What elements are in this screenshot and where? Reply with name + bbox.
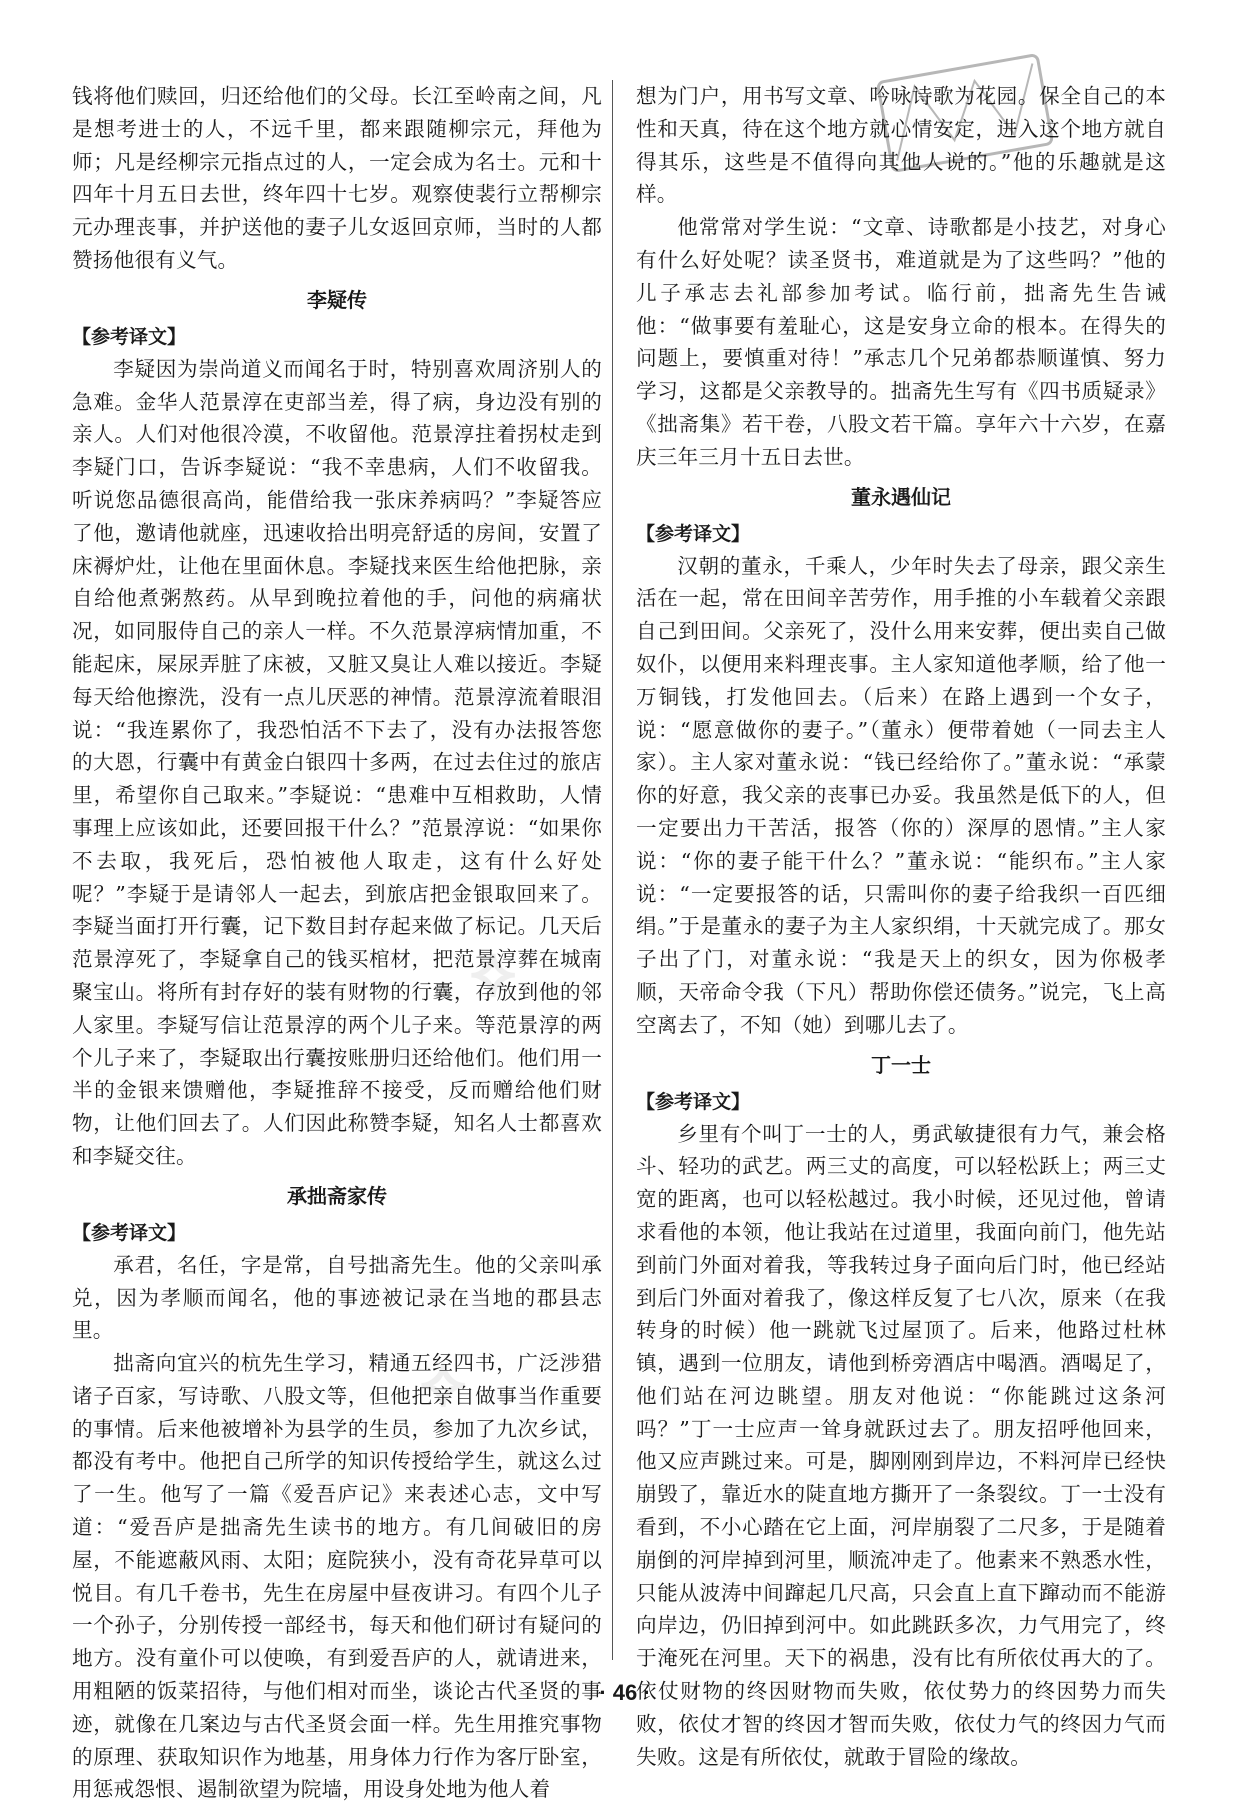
right-column bbox=[636, 80, 1166, 1773]
paragraph-ding-yishi: 乡里有个叫丁一士的人，勇武敏捷很有力气，兼会格斗、轻功的武艺。两三丈的高度，可以轻松跃上；两三丈宽的距离，也可以轻松越过。我小时候，还见过他，曾请求看他的本领，他让我站在过道里，我面向前门，他先站到前门外面对着我，等我转过身子面向后门时，他已经站到后门外面对着我了，像这样反复了七八次，原来（在我转身的时候）他一跳就飞过屋顶了。后来，他路过杜林镇，遇到一位朋友，请他到桥旁酒店中喝酒。酒喝足了，他们站在河边眺望。朋友对他说：“你能跳过这条河吗？”丁一士应声一耸身就跃过去了。朋友招呼他回来，他又应声跳过来。可是，脚刚刚到岸边，不料河岸已经快崩毁了，靠近水的陡直地方撕开了一条裂纹。丁一士没有看到，不小心踏在它上面，河岸崩裂了二尺多，于是随着崩倒的河岸掉到河里，顺流冲走了。他素来不熟悉水性，只能从波涛中间蹿起几尺高，只会直上直下蹿动而不能游向岸边，仍旧掉到河中。如此跳跃多次，力气用完了，终于淹死在河里。天下的祸患，没有比有所依仗再大的了。依仗财物的终因财物而失败，依仗势力的终因势力而失败，依仗才智的终因才智而失败，依仗力气的终因力气而失败。这是有所依仗，就敢于冒险的缘故。 bbox=[636, 1121, 1166, 1769]
watermark: ⟡ bbox=[470, 930, 517, 1012]
section-title-cheng-zhuo-zhai: 承拙斋家传 bbox=[287, 1183, 387, 1208]
reference-translation-label: 【参考译文】 bbox=[636, 1090, 751, 1113]
paragraph-cheng-zhuo-zhai-2: 拙斋向宜兴的杭先生学习，精通五经四书，广泛涉猎诸子百家，写诗歌、八股文等，但他把亲自做事当作重要的事情。后来他被增补为县学的生员，参加了九次乡试，都没有考中。他把自己所学的知识传授给学生，就这么过了一生。他写了一篇《爱吾庐记》来表述心志，文中写道：“爱吾庐是拙斋先生读书的地方。有几间破旧的房屋，不能遮蔽风雨、太阳；庭院狭小，没有奇花异草可以悦目。有几千卷书，先生在房屋中昼夜讲习。有四个儿子一个孙子，分别传授一部经书，每天和他们研讨有疑问的地方。没有童仆可以使唤，有到爱吾庐的人，就请进来，用粗陋的饭菜招待，与他们相对而坐，谈论古代圣贤的事迹，就像在几案边与古代圣贤会面一样。先生用推究事物的原理、获取知识作为地基，用身体力行作为客厅卧室，用惩戒怨恨、遏制欲望为院墙，用设身处地为他人着 bbox=[72, 1351, 602, 1802]
section-title-dong-yong: 董永遇仙记 bbox=[851, 484, 951, 509]
left-column bbox=[72, 80, 602, 1806]
page-number: · 46 · bbox=[599, 1680, 651, 1705]
paragraph-liu-zongyuan-end: 钱将他们赎回，归还给他们的父母。长江至岭南之间，凡是想考进士的人，不远千里，都来跟随柳宗元，拜他为师；凡是经柳宗元指点过的人，一定会成为名士。元和十四年十月五日去世，终年四十七岁。观察使裴行立帮柳宗元办理丧事，并护送他的妻子儿女返回京师，当时的人都赞扬他很有义气。 bbox=[72, 84, 602, 272]
reference-translation-label: 【参考译文】 bbox=[72, 1221, 187, 1244]
watermark: ⟡ bbox=[420, 1340, 467, 1422]
reference-translation-label: 【参考译文】 bbox=[72, 325, 187, 348]
paragraph-cheng-zhuo-zhai-3: 想为门户，用书写文章、吟咏诗歌为花园。保全自己的本性和天真，待在这个地方就心情安定，进入这个地方就自得其乐，这些是不值得向其他人说的。”他的乐趣就是这样。 bbox=[636, 84, 1166, 207]
paragraph-cheng-zhuo-zhai-1: 承君，名任，字是常，自号拙斋先生。他的父亲叫承兑，因为孝顺而闻名，他的事迹被记录在当地的郡县志里。 bbox=[72, 1252, 602, 1343]
section-title-ding-yishi: 丁一士 bbox=[871, 1052, 931, 1077]
section-title-li-yi: 李疑传 bbox=[307, 287, 367, 312]
column-divider bbox=[612, 80, 613, 1660]
paragraph-cheng-zhuo-zhai-4: 他常常对学生说：“文章、诗歌都是小技艺，对身心有什么好处呢？读圣贤书，难道就是为了这些吗？”他的儿子承志去礼部参加考试。临行前，拙斋先生告诫他：“做事要有羞耻心，这是安身立命的根本。在得失的问题上，要慎重对待！”承志几个兄弟都恭顺谨慎、努力学习，这都是父亲教导的。拙斋先生写有《四书质疑录》《拙斋集》若干卷，八股文若干篇。享年六十六岁，在嘉庆三年三月十五日去世。 bbox=[636, 215, 1166, 469]
paragraph-li-yi: 李疑因为崇尚道义而闻名于时，特别喜欢周济别人的急难。金华人范景淳在吏部当差，得了病，身边没有别的亲人。人们对他很冷漠，不收留他。范景淳拄着拐杖走到李疑门口，告诉李疑说：“我不幸患病，人们不收留我。听说您品德很高尚，能借给我一张床养病吗？”李疑答应了他，邀请他就座，迅速收拾出明亮舒适的房间，安置了床褥炉灶，让他在里面休息。李疑找来医生给他把脉，亲自给他煮粥熬药。从早到晚拉着他的手，问他的病痛状况，如同服侍自己的亲人一样。不久范景淳病情加重，不能起床，屎尿弄脏了床被，又脏又臭让人难以接近。李疑每天给他擦洗，没有一点儿厌恶的神情。范景淳流着眼泪说：“我连累你了，我恐怕活不下去了，没有办法报答您的大恩，行囊中有黄金白银四十多两，在过去住过的旅店里，希望你自己取来。”李疑说：“患难中互相救助，人情事理上应该如此，还要回报干什么？”范景淳说：“如果你不去取，我死后，恐怕被他人取走，这有什么好处呢？”李疑于是请邻人一起去，到旅店把金银取回来了。李疑当面打开行囊，记下数目封存起来做了标记。几天后范景淳死了，李疑拿自己的钱买棺材，把范景淳葬在城南聚宝山。将所有封存好的装有财物的行囊，存放到他的邻人家里。李疑写信让范景淳的两个儿子来。等范景淳的两个儿子来了，李疑取出行囊按账册归还给他们。他们用一半的金银来馈赠他，李疑推辞不接受，反而赠给他们财物，让他们回去了。人们因此称赞李疑，知名人士都喜欢和李疑交往。 bbox=[72, 356, 602, 1168]
reference-translation-label: 【参考译文】 bbox=[636, 522, 751, 545]
paragraph-dong-yong: 汉朝的董永，千乘人，少年时失去了母亲，跟父亲生活在一起，常在田间辛苦劳作，用手推的小车载着父亲跟自己到田间。父亲死了，没什么用来安葬，便出卖自己做奴仆，以便用来料理丧事。主人家知道他孝顺，给了他一万铜钱，打发他回去。（后来）在路上遇到一个女子，说：“愿意做你的妻子。”（董永）便带着她（一同去主人家）。主人家对董永说：“钱已经给你了。”董永说：“承蒙你的好意，我父亲的丧事已办妥。我虽然是低下的人，但一定要出力干苦活，报答（你的）深厚的恩情。”主人家说：“你的妻子能干什么？”董永说：“能织布。”主人家说：“一定要报答的话，只需叫你的妻子给我织一百匹细绢。”于是董永的妻子为主人家织绢，十天就完成了。那女子出了门，对董永说：“我是天上的织女，因为你极孝顺，天帝命令我（下凡）帮助你偿还债务。”说完，飞上高空离去了，不知（她）到哪儿去了。 bbox=[636, 553, 1166, 1037]
